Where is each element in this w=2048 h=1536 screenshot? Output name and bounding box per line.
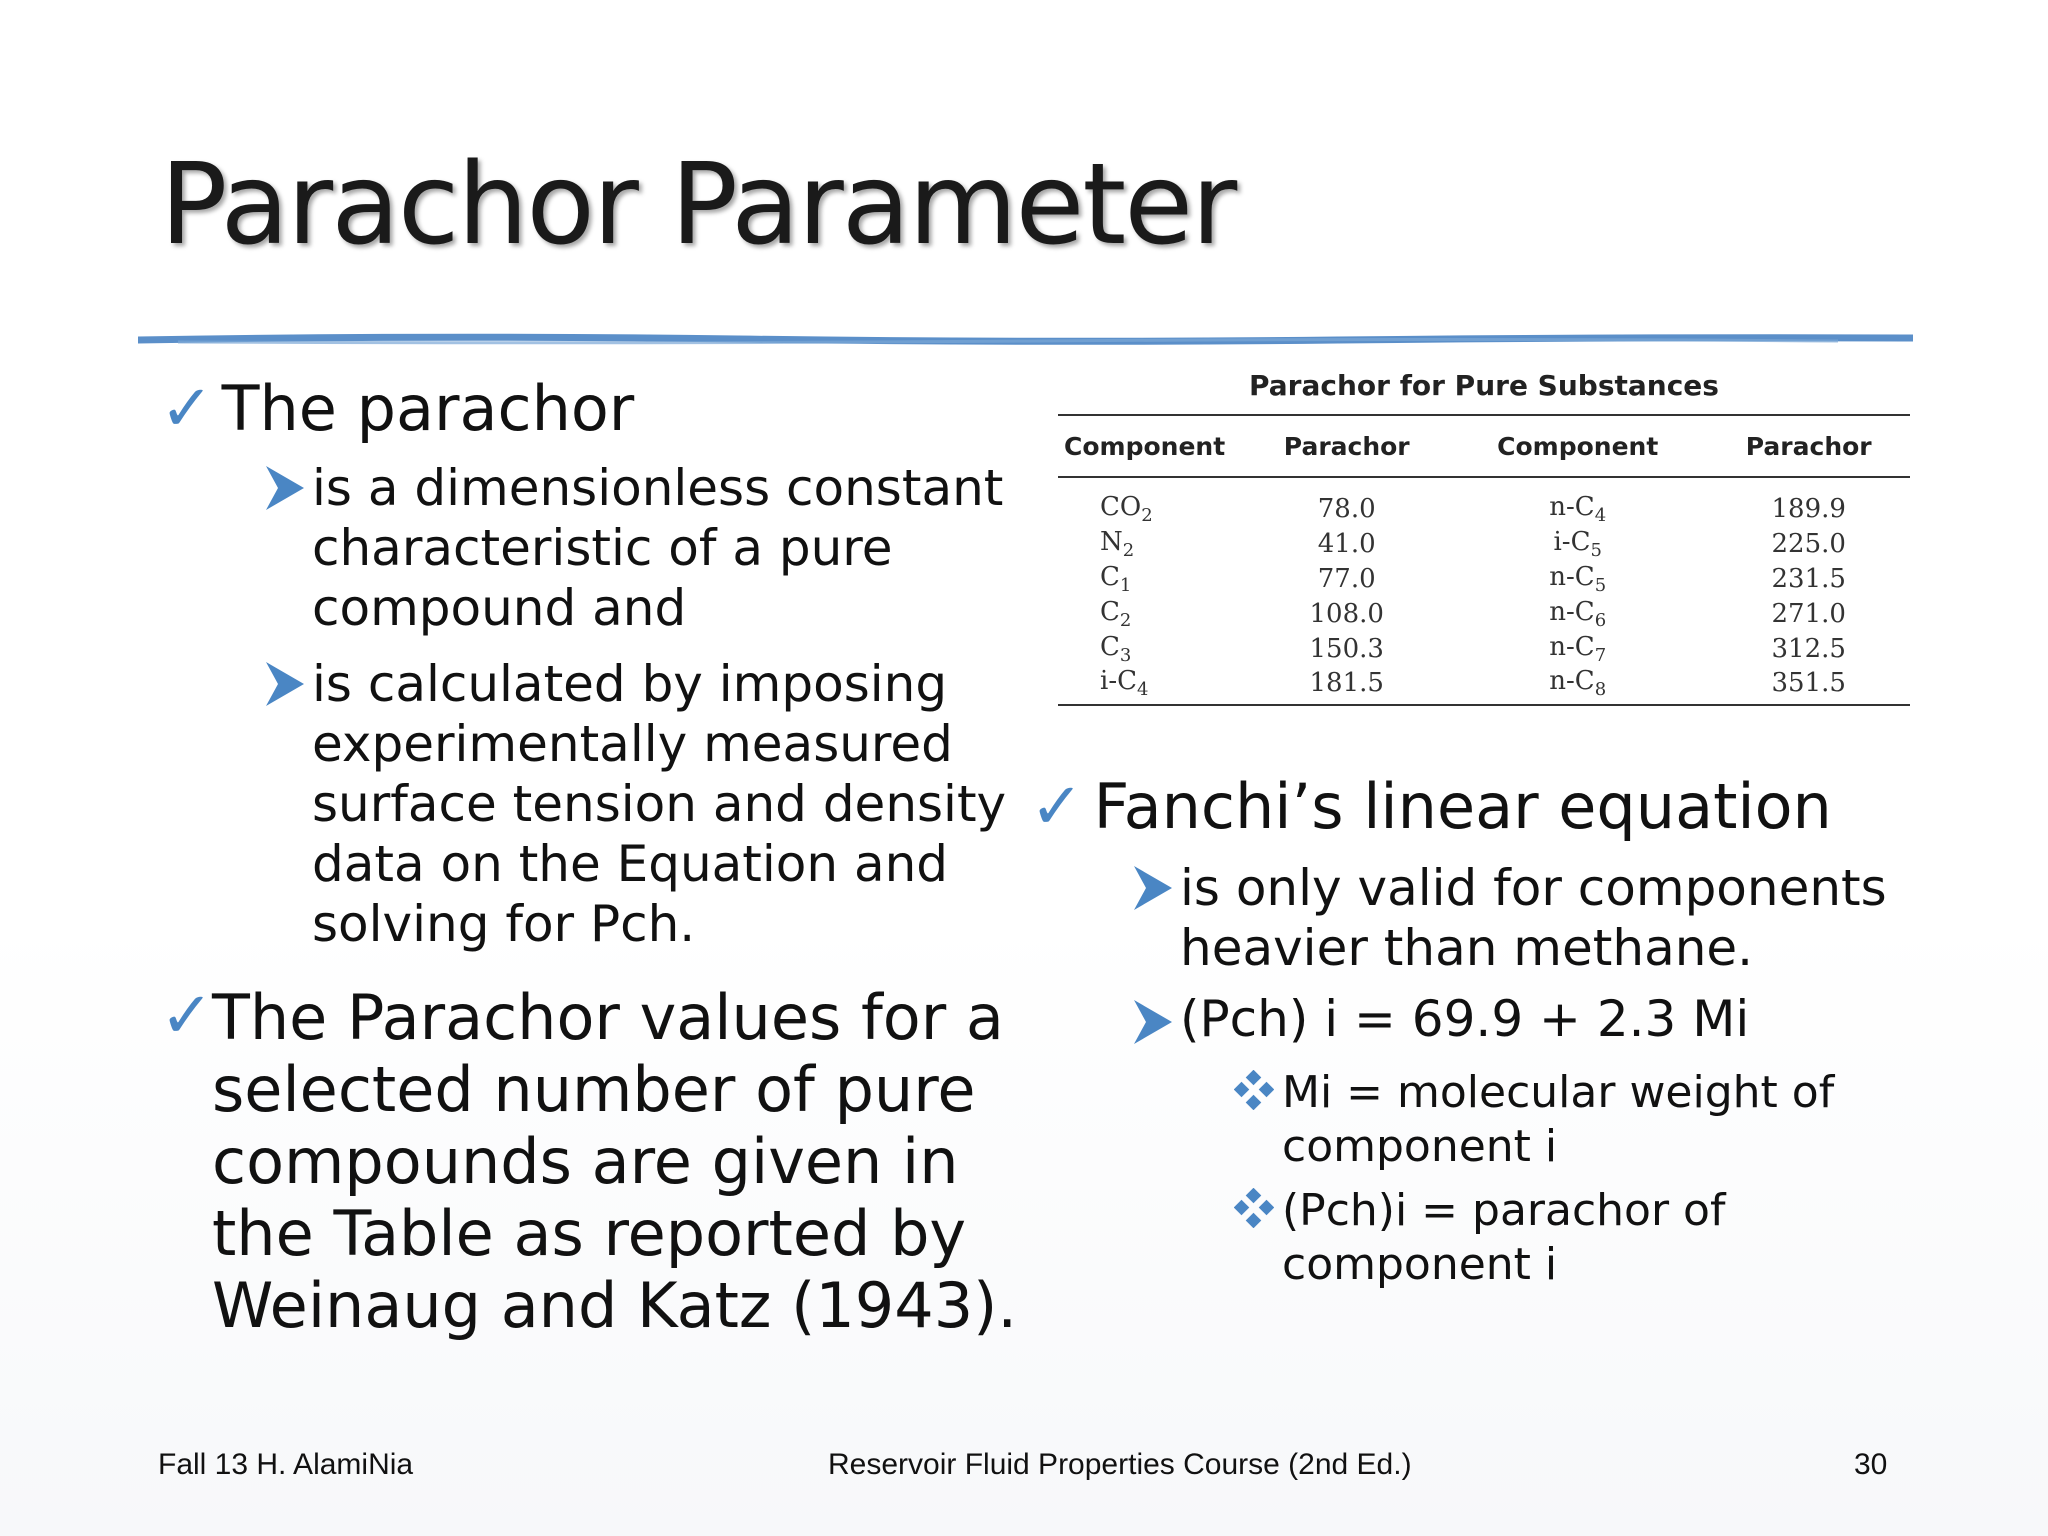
bullet-parachor-values [160, 979, 1040, 1342]
component-cell [1448, 561, 1707, 596]
component-subscript: 5 [1590, 539, 1602, 561]
component-symbol: C [1100, 596, 1120, 627]
component-subscript: 6 [1594, 609, 1607, 631]
sub-bullet-valid [1180, 858, 1920, 978]
note-pch [1282, 1184, 1882, 1292]
component-symbol: C [1100, 561, 1120, 592]
component-subscript: 2 [1122, 539, 1135, 561]
component-symbol: CO [1100, 492, 1142, 522]
parachor-value-cell: 78.0 [1317, 494, 1376, 525]
parachor-value-cell: 77.0 [1317, 563, 1376, 594]
component-symbol: n-C [1549, 561, 1595, 592]
sub-bullet-text: is calculated by imposing experimentally measured surface tension and density data on the Equation and solving for Pch. [312, 655, 1007, 953]
component-subscript: 2 [1119, 609, 1132, 631]
table-body [1058, 477, 1910, 705]
arrow-bullet-icon [1132, 998, 1174, 1046]
checkmark-icon: ✓ [160, 372, 214, 446]
bullet-parachor-values-text: The Parachor values for a selected number of pure compounds are given in the Table as reported by Weinaug and Katz (1943). [212, 981, 1018, 1342]
table-row [1058, 596, 1910, 631]
component-subscript: 4 [1137, 679, 1149, 701]
footer-page-number: 30 [1854, 1448, 1888, 1481]
component-cell [1058, 631, 1245, 666]
component-cell [1058, 526, 1245, 561]
bullet-parachor-text: The parachor [221, 372, 635, 445]
table-row [1058, 666, 1910, 705]
table-row [1058, 561, 1910, 596]
arrow-bullet-icon [264, 660, 306, 708]
slide-title: Parachor Parameter [160, 140, 1236, 270]
parachor-value-cell: 225.0 [1771, 528, 1846, 559]
parachor-value-cell: 312.5 [1771, 633, 1846, 664]
parachor-value-cell: 41.0 [1317, 528, 1376, 559]
component-symbol: N [1100, 526, 1123, 557]
parachor-value-cell: 231.5 [1771, 563, 1846, 594]
note-mi [1282, 1066, 1882, 1174]
sub-bullet-text: is a dimensionless constant characteristic of a pure compound and [312, 459, 1004, 637]
diamond-bullet-icon [1234, 1070, 1274, 1110]
arrow-bullet-icon [1132, 864, 1174, 912]
component-subscript: 1 [1119, 574, 1132, 596]
column-header: Parachor [1283, 431, 1410, 461]
bullet-parachor [160, 372, 634, 446]
component-symbol: n-C [1549, 596, 1595, 627]
component-symbol: C [1100, 631, 1120, 662]
component-cell [1448, 477, 1707, 526]
component-subscript: 3 [1119, 644, 1132, 666]
diamond-bullet-icon [1234, 1188, 1274, 1228]
component-cell [1448, 526, 1707, 561]
sub-bullet-calculated [312, 654, 1032, 954]
component-subscript: 5 [1594, 574, 1607, 596]
parachor-value-cell: 150.3 [1309, 633, 1384, 664]
component-subscript: 7 [1594, 644, 1607, 666]
bullet-fanchi-text: Fanchi’s linear equation [1093, 770, 1832, 843]
component-subscript: 2 [1141, 505, 1153, 527]
note-text: (Pch)i = parachor of component i [1282, 1185, 1726, 1290]
table-caption: Parachor for Pure Substances [1249, 369, 1719, 402]
parachor-value-cell: 108.0 [1309, 598, 1384, 629]
component-symbol: i-C [1553, 526, 1591, 557]
component-cell [1448, 666, 1707, 705]
arrow-bullet-icon [264, 464, 306, 512]
equation-text: (Pch) i = 69.9 + 2.3 Mi [1180, 990, 1750, 1048]
column-header: Parachor [1745, 431, 1872, 461]
column-header: Component [1497, 431, 1659, 461]
component-cell [1448, 596, 1707, 631]
footer-author: Fall 13 H. AlamiNia [158, 1448, 414, 1481]
sub-bullet-dimensionless [312, 458, 1032, 638]
component-cell [1448, 631, 1707, 666]
bullet-fanchi [1030, 770, 1832, 844]
component-cell [1058, 596, 1245, 631]
table-header-row [1058, 415, 1910, 477]
table [1058, 414, 1910, 706]
table-row [1058, 477, 1910, 526]
component-subscript: 8 [1594, 679, 1607, 701]
column-header: Component [1064, 431, 1226, 461]
table-row [1058, 631, 1910, 666]
note-text: Mi = molecular weight of component i [1282, 1067, 1835, 1172]
sub-bullet-equation [1180, 990, 1749, 1048]
checkmark-icon: ✓ [1030, 770, 1084, 844]
parachor-value-cell: 351.5 [1771, 668, 1846, 699]
parachor-value-cell: 271.0 [1771, 598, 1846, 629]
component-subscript: 4 [1594, 505, 1607, 527]
component-cell [1058, 561, 1245, 596]
parachor-value-cell: 181.5 [1309, 668, 1384, 699]
component-symbol: n-C [1549, 631, 1595, 662]
parachor-value-cell: 189.9 [1771, 494, 1846, 525]
component-symbol: i-C [1100, 666, 1137, 697]
footer-course: Reservoir Fluid Properties Course (2nd Ed.) [828, 1448, 1412, 1481]
sub-bullet-text: is only valid for components heavier than methane. [1180, 859, 1887, 977]
component-symbol: n-C [1549, 492, 1595, 522]
title-divider [138, 332, 1913, 348]
checkmark-icon: ✓ [160, 979, 214, 1053]
table-row [1058, 526, 1910, 561]
component-cell [1058, 477, 1245, 526]
component-cell [1058, 666, 1245, 705]
parachor-table [1058, 368, 1910, 706]
component-symbol: n-C [1549, 666, 1595, 697]
